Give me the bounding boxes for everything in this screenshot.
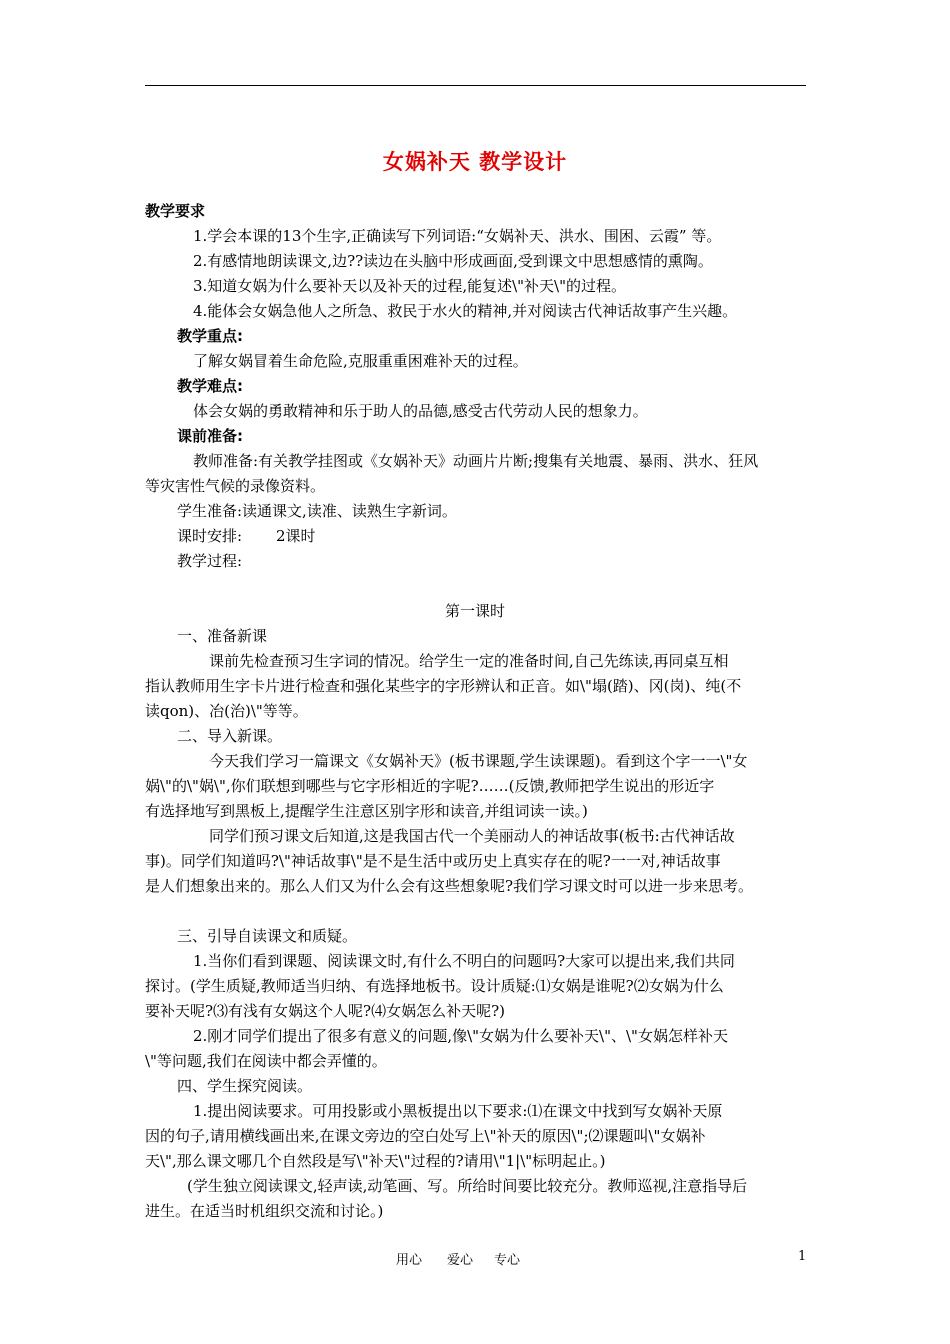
section-4-line: (学生独立阅读课文,轻声读,动笔画、写。所给时间要比较充分。教师巡视,注意指导后 (187, 1177, 748, 1195)
schedule-value: 2课时 (276, 527, 316, 545)
lesson-title: 第一课时 (444, 602, 505, 620)
section-4-line: 天\",那么课文哪几个自然段是写\"补天\"过程的?请用\"1|\"标明起止。) (145, 1152, 606, 1170)
section-3-line: 要补天呢?⑶有浅有女娲这个人呢?⑷女娲怎么补天呢?) (145, 1002, 505, 1020)
student-prep: 学生准备:读通课文,读准、读熟生字新词。 (177, 502, 457, 520)
footer-motto-1: 用心 (396, 1253, 423, 1268)
requirement-item: 1.学会本课的13个生字,正确读写下列词语:“女娲补天、洪水、围困、云霞” 等。 (193, 227, 722, 245)
section-4-line: 进生。在适当时机组织交流和讨论。) (145, 1202, 384, 1220)
section-1-line: 指认教师用生字卡片进行检查和强化某些字的字形辨认和正音。如\"塌(踏)、冈(岗)、纯(不 (145, 677, 742, 695)
process-label: 教学过程: (177, 552, 243, 570)
page-number: 1 (798, 1249, 807, 1264)
requirement-item: 2.有感情地朗读课文,边??读边在头脑中形成画面,受到课文中思想感情的熏陶。 (193, 252, 713, 270)
document-title: 女娲补天 教学设计 (382, 150, 568, 174)
section-3-line: 2.刚才同学们提出了很多有意义的问题,像\"女娲为什么要补天\"、\"女娲怎样补天 (193, 1027, 728, 1045)
section-2-line: 娲\"的\"娲\",你们联想到哪些与它字形相近的字呢?……(反馈,教师把学生说出的形近字 (145, 777, 715, 795)
key-heading: 教学重点: (177, 327, 243, 345)
section-3-line: \"等问题,我们在阅读中都会弄懂的。 (145, 1052, 387, 1070)
section-3-line: 探讨。(学生质疑,教师适当归纳、有选择地板书。设计质疑:⑴女娲是谁呢?⑵女娲为什么 (145, 977, 724, 995)
key-text: 了解女娲冒着生命危险,克服重重困难补天的过程。 (193, 352, 528, 370)
section-2-line: 事)。同学们知道吗?\"神话故事\"是不是生活中或历史上真实存在的呢?一一对,神话故事 (145, 852, 721, 870)
section-2-line: 今天我们学习一篇课文《女娲补天》(板书课题,学生读课题)。看到这个字一一\"女 (209, 752, 748, 770)
teacher-prep-line: 等灾害性气候的录像资料。 (145, 477, 326, 495)
section-4-line: 1.提出阅读要求。可用投影或小黑板提出以下要求:⑴在课文中找到写女娲补天原 (193, 1102, 723, 1120)
section-1-line: 读qon)、冶(治)\"等等。 (145, 702, 308, 720)
schedule-label: 课时安排: (177, 527, 243, 545)
header-rule (145, 85, 806, 86)
section-2-line: 同学们预习课文后知道,这是我国古代一个美丽动人的神话故事(板书:古代神话故 (209, 827, 735, 845)
section-2-line: 是人们想象出来的。那么人们又为什么会有这些想象呢?我们学习课文时可以进一步来思考。 (145, 877, 754, 895)
section-heading-3: 三、引导自读课文和质疑。 (177, 927, 358, 945)
teacher-prep-line: 教师准备:有关教学挂图或《女娲补天》动画片片断;搜集有关地震、暴雨、洪水、狂风 (193, 452, 759, 470)
difficulty-heading: 教学难点: (177, 377, 243, 395)
requirement-item: 4.能体会女娲急他人之所急、救民于水火的精神,并对阅读古代神话故事产生兴趣。 (193, 302, 738, 320)
section-4-line: 因的句子,请用横线画出来,在课文旁边的空白处写上\"补天的原因\";⑵课题叫\"女娲补 (145, 1127, 706, 1145)
section-heading-4: 四、学生探究阅读。 (177, 1077, 313, 1095)
footer-motto-3: 专心 (494, 1253, 521, 1268)
requirement-item: 3.知道女娲为什么要补天以及补天的过程,能复述\"补天\"的过程。 (193, 277, 626, 295)
prep-heading: 课前准备: (177, 427, 243, 445)
requirements-heading: 教学要求 (145, 202, 206, 220)
section-heading-1: 一、准备新课 (177, 627, 268, 645)
section-1-line: 课前先检查预习生字词的情况。给学生一定的准备时间,自己先练读,再同桌互相 (209, 652, 729, 670)
footer-motto-2: 爱心 (447, 1253, 474, 1268)
section-2-line: 有选择地写到黑板上,提醒学生注意区别字形和读音,并组词读一读。) (145, 802, 588, 820)
difficulty-text: 体会女娲的勇敢精神和乐于助人的品德,感受古代劳动人民的想象力。 (193, 402, 648, 420)
section-heading-2: 二、导入新课。 (177, 727, 283, 745)
section-3-line: 1.当你们看到课题、阅读课文时,有什么不明白的问题吗?大家可以提出来,我们共同 (193, 952, 735, 970)
